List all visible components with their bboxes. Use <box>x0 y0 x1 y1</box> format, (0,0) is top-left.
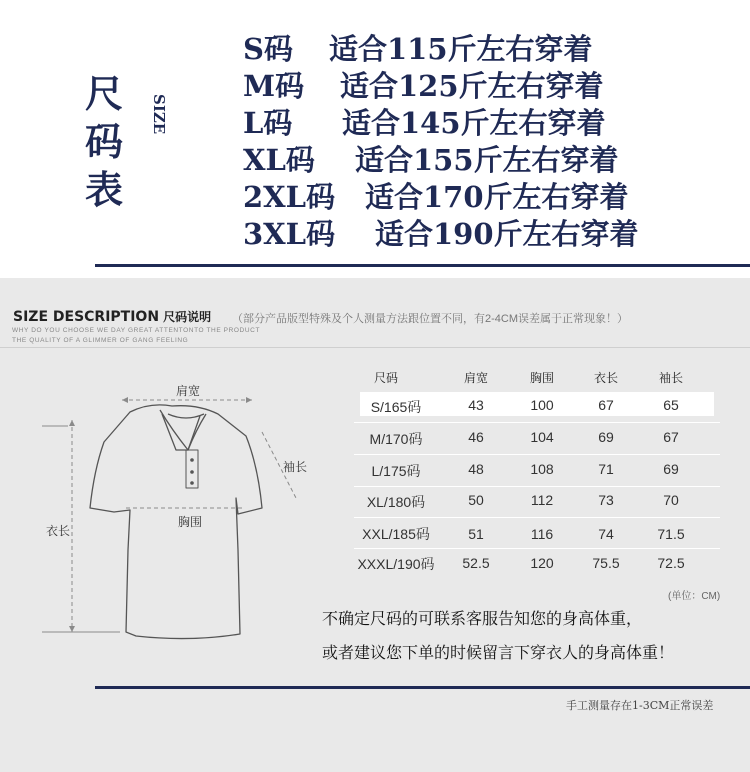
table-cell: 100 <box>530 397 554 413</box>
unit-note: (单位：CM) <box>668 591 721 602</box>
advice-line: 不确定尺码的可联系客服告知您的身高体重， <box>322 611 643 628</box>
table-cell: 116 <box>530 526 554 542</box>
fit-text: 适合115斤左右穿着 <box>329 32 593 66</box>
table-cell: 67 <box>663 429 679 445</box>
chart-title: 尺码表 <box>84 71 123 212</box>
table-cell: 67 <box>598 397 614 413</box>
table-cell: 73 <box>598 492 614 508</box>
section-title <box>13 308 211 325</box>
polo-shirt-icon <box>0 370 310 650</box>
table-cell: 108 <box>530 461 554 477</box>
fit-code: L码 <box>243 106 293 140</box>
label-sleeve-length: 袖长 <box>283 460 308 474</box>
fit-code: 3XL码 <box>243 217 336 251</box>
table-cell: 72.5 <box>657 555 685 571</box>
table-cell: 65 <box>663 397 679 413</box>
fit-text: 适合170斤左右穿着 <box>365 180 629 214</box>
table-cell: 74 <box>598 526 614 542</box>
table-cell: 69 <box>598 429 614 445</box>
col-header: 胸围 <box>529 371 555 385</box>
label-shoulder-width: 肩宽 <box>176 384 201 398</box>
fit-code: XL码 <box>243 143 315 177</box>
shirt-diagram <box>0 370 310 655</box>
divider <box>95 264 750 267</box>
label-chest: 胸围 <box>178 515 203 529</box>
table-cell: 52.5 <box>462 555 490 571</box>
row-divider <box>354 454 720 455</box>
col-header: 肩宽 <box>463 371 489 385</box>
table-cell: 120 <box>530 555 554 571</box>
table-cell: 112 <box>530 492 554 508</box>
row-divider <box>354 548 720 549</box>
table-cell: 43 <box>468 397 484 413</box>
label-length: 衣长 <box>46 524 71 538</box>
col-header: 衣长 <box>593 371 619 385</box>
table-cell: 71.5 <box>657 526 685 542</box>
table-cell: XXXL/190码 <box>357 556 435 572</box>
fit-text: 适合155斤左右穿着 <box>355 143 619 177</box>
fit-text: 适合145斤左右穿着 <box>342 106 606 140</box>
table-cell: L/175码 <box>371 463 421 479</box>
divider <box>95 686 750 689</box>
section-title-cn: 尺码说明 <box>163 310 212 324</box>
table-cell: 104 <box>530 429 554 445</box>
table-cell: XXL/185码 <box>362 526 430 542</box>
fit-code: M码 <box>243 69 305 103</box>
table-cell: 51 <box>468 526 484 542</box>
fit-text: 适合125斤左右穿着 <box>340 69 604 103</box>
divider <box>0 347 750 348</box>
table-cell: 69 <box>663 461 679 477</box>
row-divider <box>354 486 720 487</box>
size-chart-header <box>0 0 750 278</box>
col-header: 袖长 <box>658 371 684 385</box>
table-cell: 75.5 <box>592 555 620 571</box>
tagline: THE QUALITY OF A GLIMMER OF GANG FEELING <box>12 337 189 344</box>
table-cell: 71 <box>598 461 614 477</box>
fit-code: 2XL码 <box>243 180 336 214</box>
table-cell: 50 <box>468 492 484 508</box>
col-header: 尺码 <box>373 371 399 385</box>
table-cell: 46 <box>468 429 484 445</box>
tagline: WHY DO YOU CHOOSE WE DAY GREAT ATTENTONTO THE PRODUCT <box>12 327 261 334</box>
table-cell: XL/180码 <box>366 494 426 510</box>
table-cell: S/165码 <box>370 399 422 415</box>
table-cell: M/170码 <box>369 431 423 447</box>
row-divider <box>354 517 720 518</box>
section-title-en: SIZE DESCRIPTION <box>13 309 160 325</box>
footer-note: 手工测量存在1-3CM正常误差 <box>566 699 714 712</box>
table-cell: 70 <box>663 492 679 508</box>
table-cell: 48 <box>468 461 484 477</box>
row-divider <box>354 422 720 423</box>
measurement-note: （部分产品版型特殊及个人测量方法跟位置不同，有2-4CM误差属于正常现象！） <box>232 313 629 325</box>
advice-line: 或者建议您下单的时候留言下穿衣人的身高体重！ <box>322 645 675 662</box>
chart-title-en: SIZE <box>150 94 168 135</box>
fit-code: S码 <box>243 32 293 66</box>
fit-text: 适合190斤左右穿着 <box>375 217 639 251</box>
